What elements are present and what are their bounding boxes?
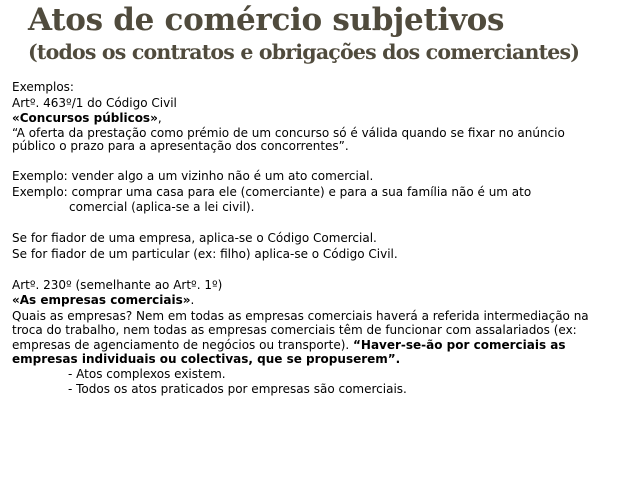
spacer — [12, 154, 632, 170]
spacer — [12, 216, 632, 232]
which-companies-quote: “Haver-se-ão por comerciais as empresas individuais ou colectivas, que se propuserem”. — [12, 337, 566, 366]
article-463-reference: Artº. 463º/1 do Código Civil — [12, 95, 177, 110]
slide-subtitle: (todos os contratos e obrigações dos comerciantes) — [28, 40, 580, 64]
slide-body — [12, 80, 632, 398]
commercial-companies-line — [12, 293, 632, 309]
spacer — [12, 262, 632, 278]
public-contests-punct: , — [157, 111, 162, 125]
which-companies-paragraph — [12, 309, 612, 367]
examples-heading: Exemplos: — [12, 80, 74, 94]
bullet-company-acts: - Todos os atos praticados por empresas são comerciais. — [68, 382, 407, 396]
commercial-companies-term: «As empresas comerciais» — [12, 293, 191, 307]
which-companies-text: Quais as empresas? Nem em todas as empresas comerciais haverá a referida intermediação na troca do trabalho, nem todas as empresas comerciais têm de funcionar com assalariados (ex: empresas de agenciamento de negócios ou transporte). — [12, 308, 589, 352]
guarantor-company: Se for fiador de uma empresa, aplica-se o Código Comercial. — [12, 231, 377, 245]
public-contests-line — [12, 111, 632, 127]
commercial-companies-punct: . — [190, 293, 195, 307]
guarantor-individual: Se for fiador de um particular (ex: filho) aplica-se o Código Civil. — [12, 246, 398, 261]
contest-quote: “A oferta da prestação como prémio de um concurso só é válida quando se fixar no anúncio público o prazo para a apresentação dos concorrentes”. — [12, 125, 565, 153]
slide-title: Atos de comércio subjetivos — [28, 2, 505, 38]
article-230-reference: Artº. 230º (semelhante ao Artº. 1º) — [12, 277, 223, 292]
example-neighbor-sale: Exemplo: vender algo a um vizinho não é um ato comercial. — [12, 169, 374, 183]
example-house-purchase-continued: comercial (aplica-se a lei civil). — [69, 200, 255, 214]
public-contests-term: «Concursos públicos» — [12, 111, 158, 125]
example-house-purchase: Exemplo: comprar uma casa para ele (comerciante) e para a sua família não é um ato — [12, 184, 532, 199]
bullet-complex-acts: - Atos complexos existem. — [68, 366, 226, 381]
